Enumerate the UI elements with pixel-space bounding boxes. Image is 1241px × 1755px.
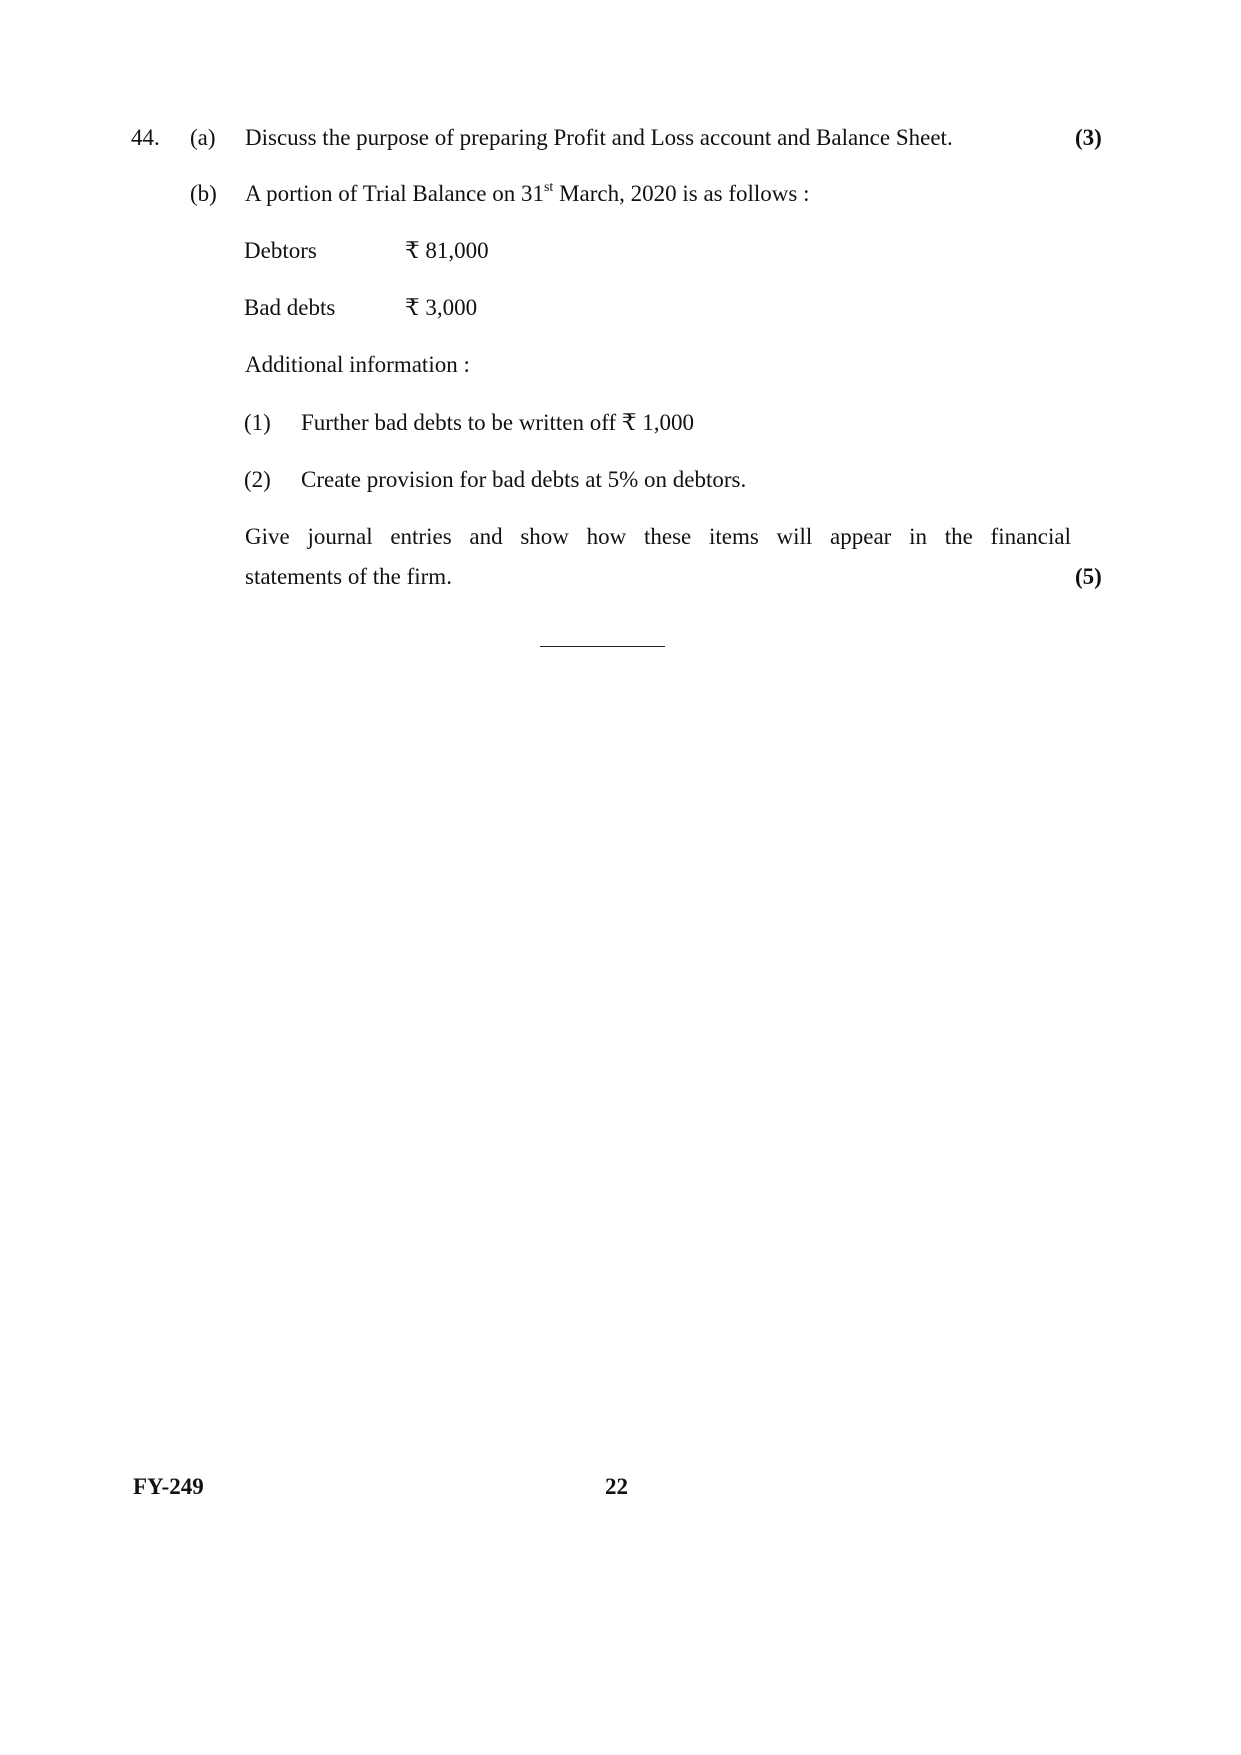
part-b-marks: (5) [1075, 564, 1102, 589]
instruction-line-1: Give journal entries and show how these items will appear in the financial [245, 524, 1071, 549]
balance-amount-bad-debts: ₹ 3,000 [405, 295, 478, 320]
end-of-question-rule [540, 646, 665, 647]
list-item-number: (2) [244, 467, 271, 492]
paper-code: FY-249 [133, 1474, 204, 1499]
part-b-intro [245, 179, 810, 209]
page-number: 22 [605, 1474, 628, 1499]
balance-amount-debtors: ₹ 81,000 [405, 238, 489, 263]
date-superscript: st [543, 180, 554, 196]
list-item-number: (1) [244, 410, 271, 435]
part-a-label: (a) [190, 125, 216, 150]
balance-name-debtors: Debtors [244, 238, 317, 263]
list-item-text: Create provision for bad debts at 5% on debtors. [301, 467, 747, 492]
part-b-intro-text: A portion of Trial Balance on 31 [245, 181, 544, 206]
question-number: 44. [131, 125, 160, 150]
balance-name-bad-debts: Bad debts [244, 295, 336, 320]
list-item-text: Further bad debts to be written off ₹ 1,000 [301, 410, 694, 435]
part-b-intro-text-end: March, 2020 is as follows : [553, 181, 810, 206]
part-b-label: (b) [190, 181, 217, 206]
part-a-marks: (3) [1075, 125, 1102, 150]
part-a-text: Discuss the purpose of preparing Profit and Loss account and Balance Sheet. [245, 125, 953, 150]
additional-info-heading: Additional information : [245, 352, 470, 377]
instruction-line-2: statements of the firm. [245, 564, 452, 589]
